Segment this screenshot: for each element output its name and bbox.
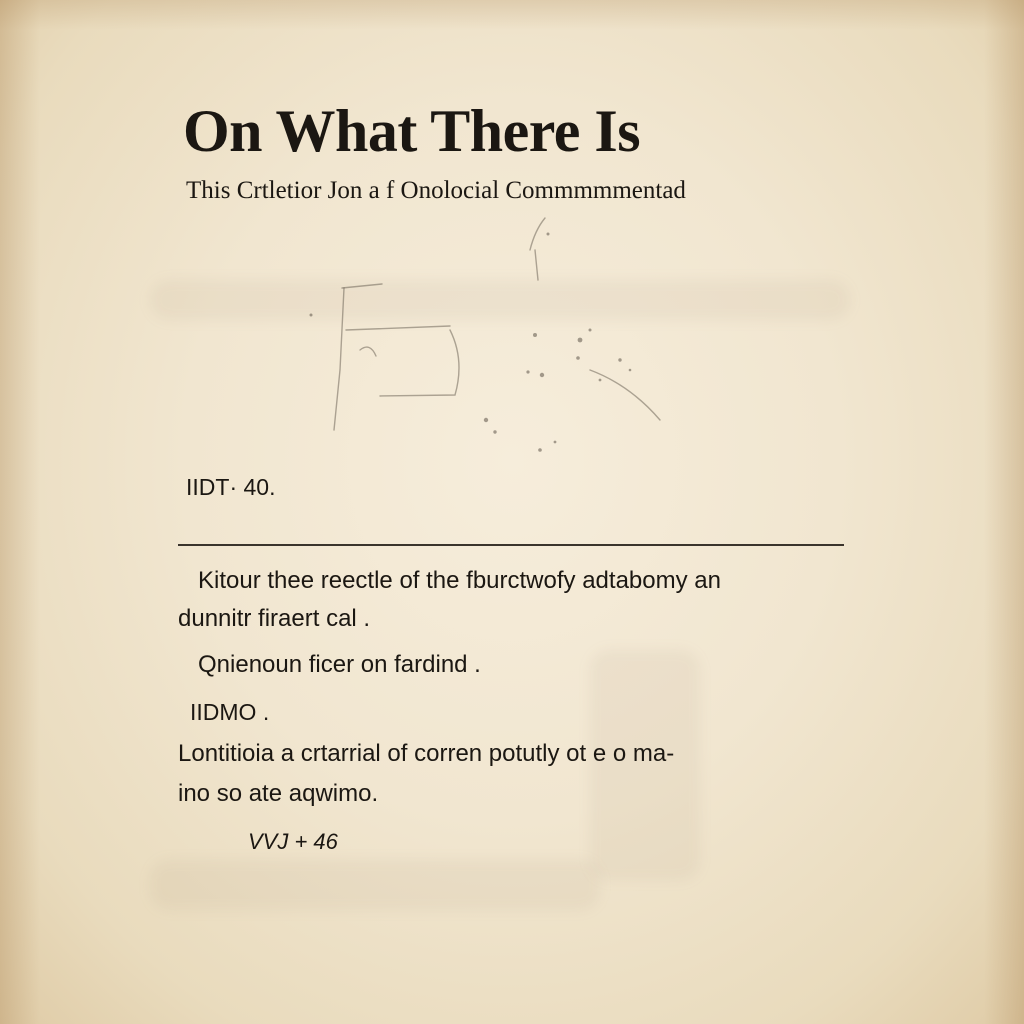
- paragraph-line: ino so ate aqwimo.: [178, 780, 379, 807]
- reference-code: VVJ + 46: [248, 829, 338, 854]
- reference-code: IIDT· 40.: [186, 474, 276, 500]
- bleed-through-smudge: [150, 860, 600, 910]
- faint-pencil-sketch: [290, 210, 710, 500]
- page-title: On What There Is: [183, 98, 641, 164]
- page-edge-shadow-top: [0, 0, 1024, 30]
- horizontal-rule: [178, 544, 844, 546]
- paragraph-line: Kitour thee reectle of the fburctwofy adtabomy an: [198, 567, 721, 594]
- page-edge-shadow-left: [0, 0, 40, 1024]
- paragraph-line: Lontitioia a crtarrial of corren potutly ot e o ma-: [178, 740, 675, 767]
- page-edge-shadow-right: [984, 0, 1024, 1024]
- page-subtitle: This Crtletior Jon a f Onolocial Commmmmentad: [186, 177, 686, 204]
- paragraph-line: dunnitr firaert cal .: [178, 605, 371, 632]
- reference-code: IIDMO .: [190, 699, 270, 725]
- paragraph-line: Qnienoun ficer on fardind .: [198, 651, 481, 678]
